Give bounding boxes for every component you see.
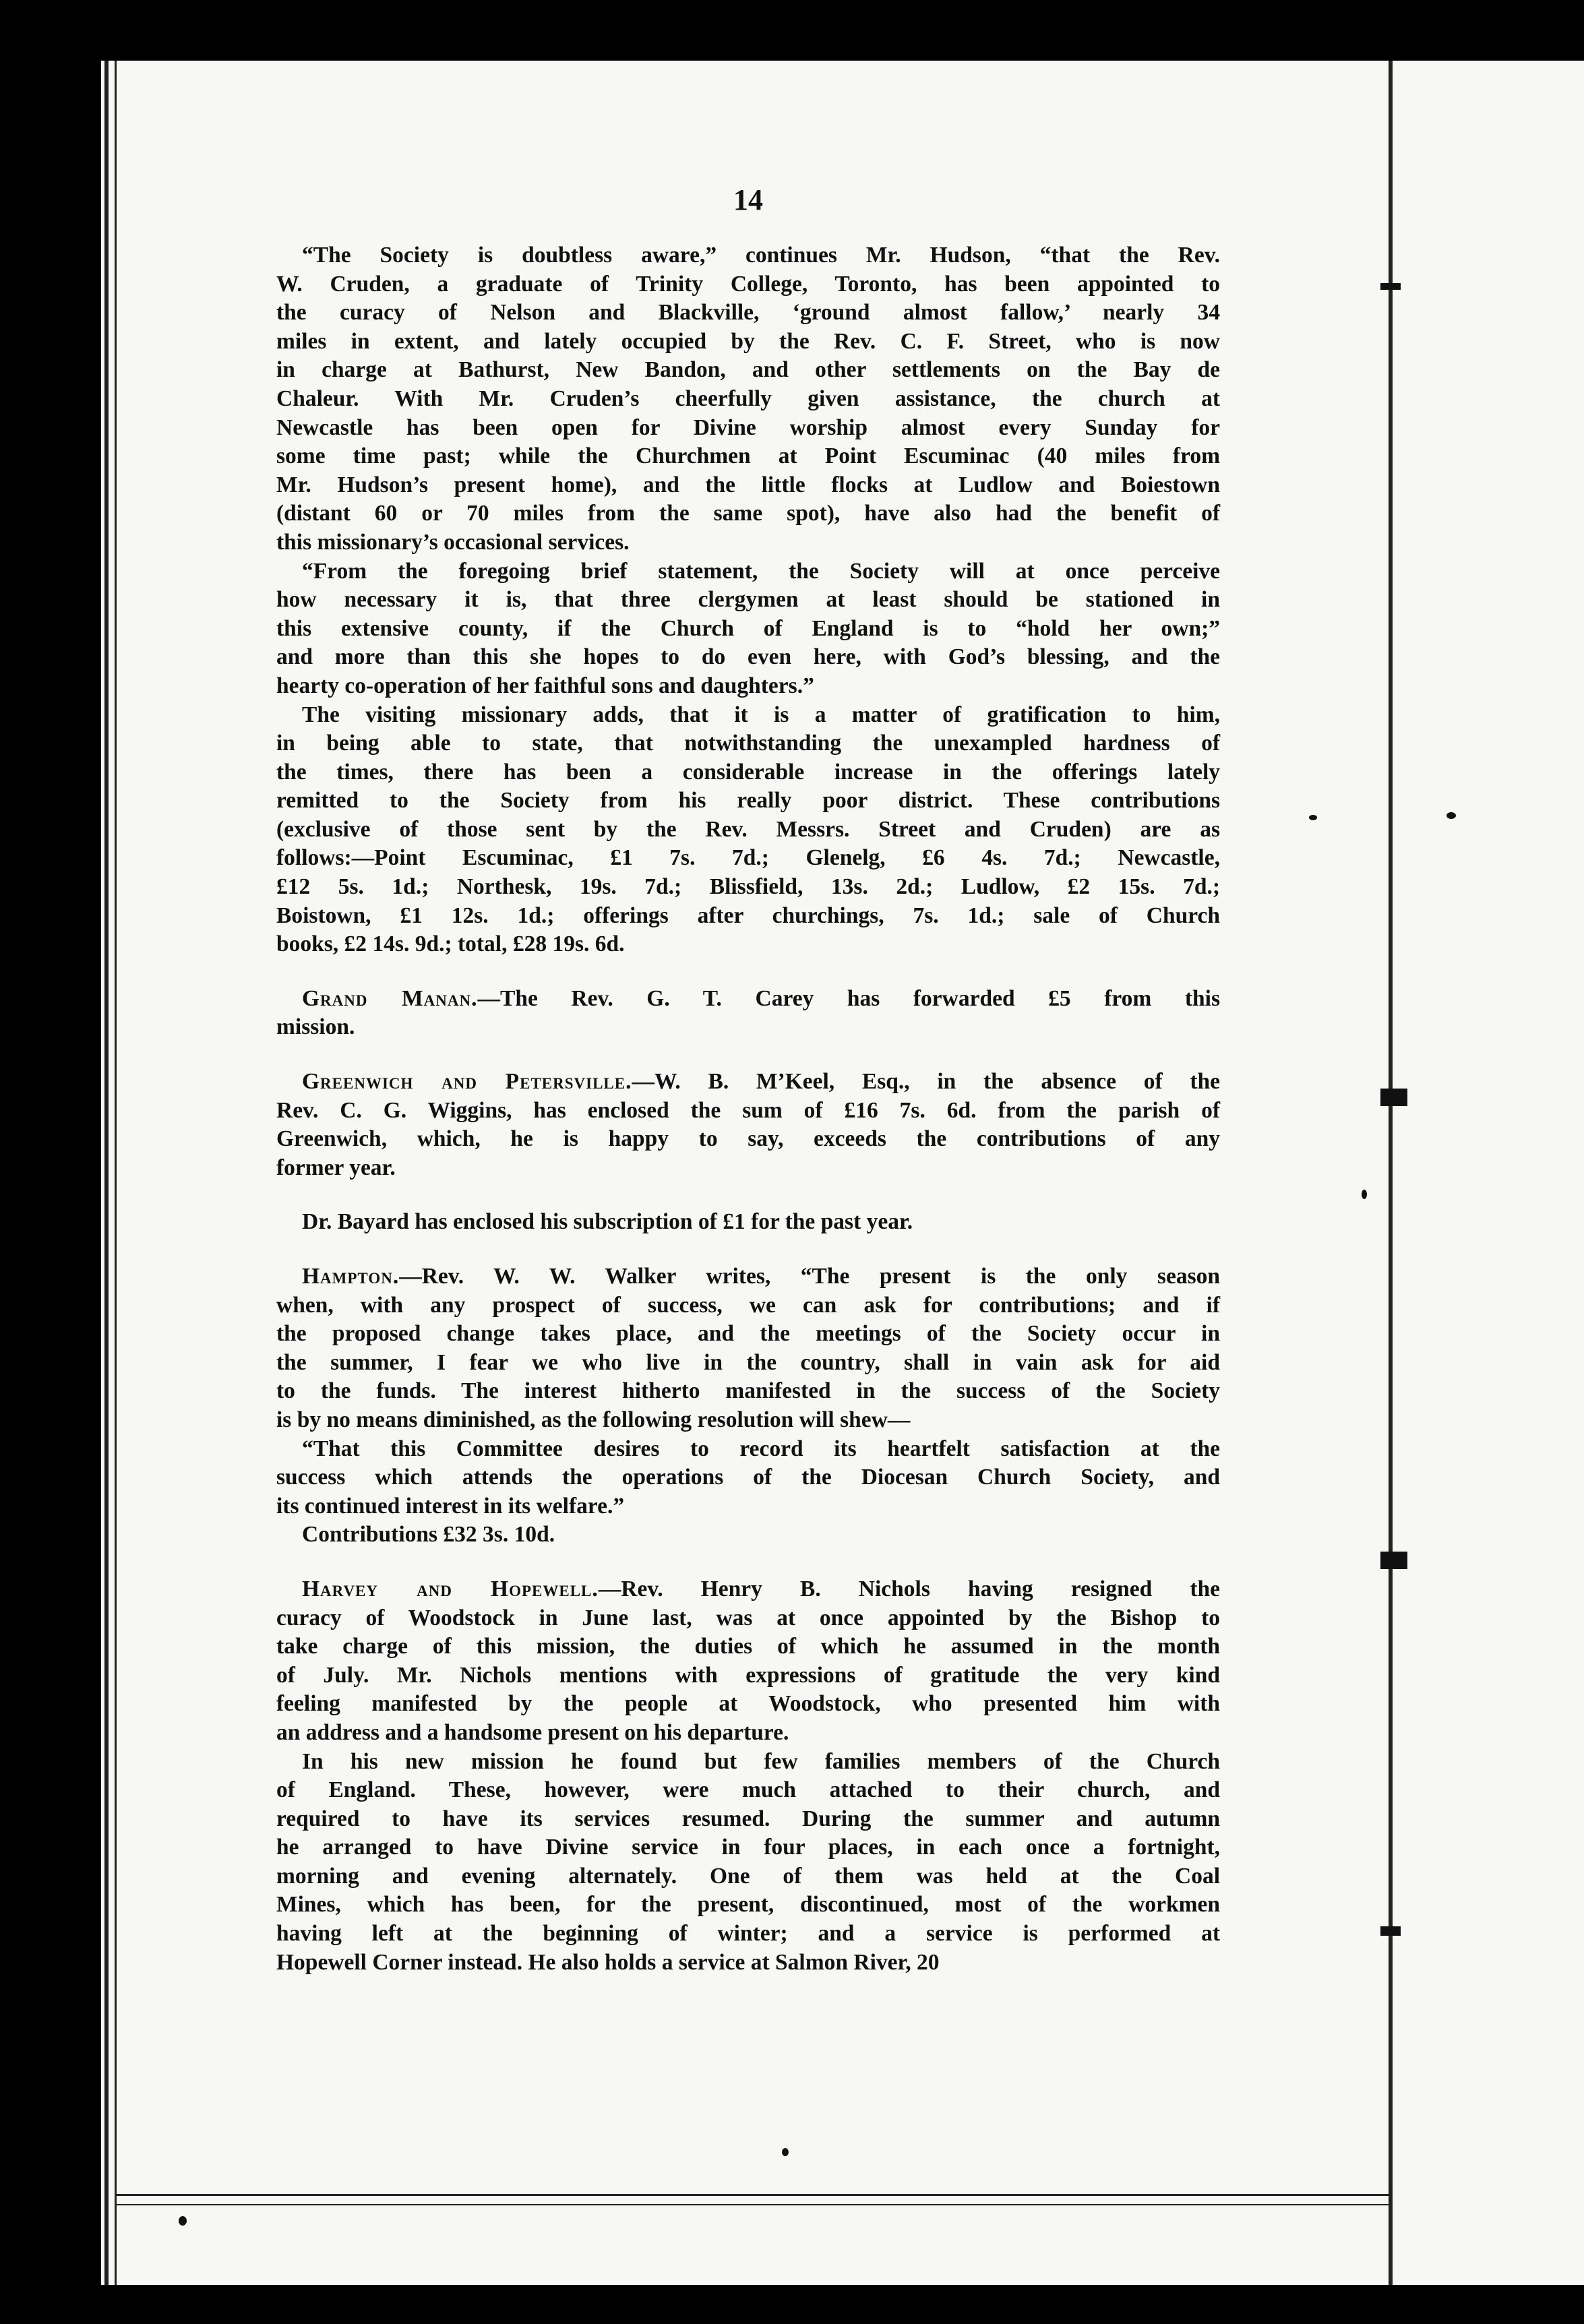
- text-line: [276, 1097, 1220, 1126]
- text-line: [276, 241, 1220, 270]
- line-text: take charge of this mission, the duties of which he assumed in the month: [276, 1634, 1220, 1659]
- section-heading: Greenwich and Petersville.: [302, 1069, 632, 1095]
- text-line: [276, 1208, 1220, 1237]
- section-gap: [276, 1182, 1220, 1208]
- line-text: how necessary it is, that three clergymen at least should be stationed in: [276, 587, 1220, 613]
- line-text: some time past; while the Churchmen at Point Escuminac (40 miles from: [276, 444, 1220, 469]
- ink-speck: [1362, 1190, 1367, 1199]
- text-line: [276, 328, 1220, 357]
- text-line: [276, 902, 1220, 931]
- paragraph: [276, 241, 1220, 557]
- line-text: Rev. C. G. Wiggins, has enclosed the sum of £16 7s. 6d. from the parish of: [276, 1097, 1220, 1123]
- line-text: Contributions £32 3s. 10d.: [302, 1522, 555, 1548]
- text-line: [276, 1862, 1220, 1891]
- text-line: [276, 930, 1220, 959]
- text-line: [276, 1492, 1220, 1521]
- text-line: [276, 557, 1220, 586]
- line-text: “That this Committee desires to record its heartfelt satisfaction at the: [302, 1436, 1220, 1461]
- binding-mark: [1380, 1552, 1407, 1569]
- text-line: [276, 1661, 1220, 1690]
- text-line: [276, 471, 1220, 500]
- ink-speck: [782, 2148, 789, 2156]
- line-text: Chaleur. With Mr. Cruden’s cheerfully given assistance, the church at: [276, 386, 1220, 411]
- document-body: [276, 241, 1220, 1977]
- document-page: [276, 183, 1220, 1977]
- text-line: [276, 1575, 1220, 1604]
- text-line: [276, 499, 1220, 528]
- text-line: [276, 1435, 1220, 1464]
- text-line: [276, 1521, 1220, 1550]
- left-page-border: [104, 61, 109, 2285]
- line-text: the times, there has been a considerable increase in the offerings lately: [276, 759, 1220, 785]
- text-line: [276, 1949, 1220, 1978]
- text-line: [276, 1920, 1220, 1949]
- text-line: [276, 701, 1220, 730]
- ink-speck: [1446, 812, 1456, 819]
- text-line: [276, 1604, 1220, 1633]
- text-line: [276, 729, 1220, 758]
- line-text: “From the foregoing brief statement, the Society will at once perceive: [302, 558, 1220, 584]
- text-line: [276, 1891, 1220, 1920]
- line-text: and more than this she hopes to do even here, with God’s blessing, and the: [276, 644, 1220, 670]
- line-text: required to have its services resumed. During the summer and autumn: [276, 1806, 1220, 1831]
- text-line: [276, 1320, 1220, 1349]
- text-line: [276, 1719, 1220, 1748]
- text-line: [276, 672, 1220, 701]
- line-text: —W. B. M’Keel, Esq., in the absence of the: [632, 1069, 1220, 1095]
- text-line: [276, 299, 1220, 328]
- line-text: Boistown, £1 12s. 1d.; offerings after churchings, 7s. 1d.; sale of Church: [276, 903, 1220, 928]
- text-line: [276, 442, 1220, 471]
- line-text: Greenwich, which, he is happy to say, exceeds the contributions of any: [276, 1126, 1220, 1152]
- line-text: (exclusive of those sent by the Rev. Messrs. Street and Cruden) are as: [276, 816, 1220, 842]
- line-text: of England. These, however, were much attached to their church, and: [276, 1777, 1220, 1803]
- section-gap: [276, 1237, 1220, 1262]
- section-paragraph: [276, 1575, 1220, 1748]
- line-text: “The Society is doubtless aware,” continues Mr. Hudson, “that the Rev.: [302, 243, 1220, 268]
- line-text: Mines, which has been, for the present, discontinued, most of the workmen: [276, 1892, 1220, 1918]
- line-text: Mr. Hudson’s present home), and the little flocks at Ludlow and Boiestown: [276, 472, 1220, 497]
- line-text: morning and evening alternately. One of them was held at the Coal: [276, 1863, 1220, 1889]
- section-gap: [276, 1550, 1220, 1575]
- line-text: In his new mission he found but few families members of the Church: [302, 1748, 1220, 1774]
- line-text: feeling manifested by the people at Woodstock, who presented him with: [276, 1691, 1220, 1717]
- section-heading: Hampton.: [302, 1264, 400, 1289]
- line-text: mission.: [276, 1014, 355, 1040]
- line-text: The visiting missionary adds, that it is a matter of gratification to him,: [302, 702, 1220, 727]
- text-line: [276, 1013, 1220, 1042]
- line-text: —Rev. W. W. Walker writes, “The present is the only season: [399, 1264, 1220, 1289]
- binding-mark: [1380, 1089, 1407, 1106]
- page-number: 14: [733, 183, 763, 216]
- text-line: [276, 586, 1220, 615]
- line-text: the curacy of Nelson and Blackville, ‘ground almost fallow,’ nearly 34: [276, 300, 1220, 326]
- line-text: books, £2 14s. 9d.; total, £28 19s. 6d.: [276, 931, 625, 957]
- section-heading: Harvey and Hopewell.: [302, 1576, 599, 1601]
- text-line: [276, 1125, 1220, 1154]
- line-text: is by no means diminished, as the following resolution will shew—: [276, 1407, 911, 1432]
- line-text: he arranged to have Divine service in four places, in each once a fortnight,: [276, 1835, 1220, 1860]
- line-text: in charge at Bathurst, New Bandon, and other settlements on the Bay de: [276, 357, 1220, 383]
- line-text: Hopewell Corner instead. He also holds a service at Salmon River, 20: [276, 1949, 940, 1975]
- paragraph: [276, 1521, 1220, 1550]
- section-paragraph: [276, 1262, 1220, 1435]
- text-line: [276, 844, 1220, 873]
- text-line: [276, 985, 1220, 1014]
- text-line: [276, 1833, 1220, 1862]
- line-text: this extensive county, if the Church of England is to “hold her own;”: [276, 615, 1220, 641]
- line-text: hearty co-operation of her faithful sons and daughters.”: [276, 673, 814, 698]
- line-text: former year.: [276, 1155, 396, 1180]
- text-line: [276, 270, 1220, 299]
- text-line: [276, 1068, 1220, 1097]
- bottom-page-edge-2: [115, 2204, 1392, 2205]
- section-gap: [276, 959, 1220, 985]
- bottom-page-edge: [115, 2194, 1392, 2196]
- text-line: [276, 1377, 1220, 1406]
- line-text: the summer, I fear we who live in the country, shall in vain ask for aid: [276, 1349, 1220, 1375]
- text-line: [276, 758, 1220, 787]
- line-text: this missionary’s occasional services.: [276, 529, 630, 555]
- binding-mark: [1380, 1926, 1401, 1936]
- text-line: [276, 873, 1220, 902]
- text-line: [276, 1154, 1220, 1183]
- text-line: [276, 1406, 1220, 1435]
- section-paragraph: [276, 985, 1220, 1042]
- text-line: [276, 643, 1220, 672]
- line-text: Newcastle has been open for Divine worship almost every Sunday for: [276, 415, 1220, 440]
- line-text: (distant 60 or 70 miles from the same spot), have also had the benefit of: [276, 501, 1220, 526]
- text-line: [276, 1349, 1220, 1378]
- paragraph: [276, 557, 1220, 701]
- text-line: [276, 615, 1220, 644]
- line-text: its continued interest in its welfare.”: [276, 1493, 625, 1519]
- ink-speck: [1309, 815, 1317, 820]
- paragraph: [276, 1208, 1220, 1237]
- paragraph: [276, 1435, 1220, 1521]
- text-line: [276, 528, 1220, 557]
- line-text: miles in extent, and lately occupied by the Rev. C. F. Street, who is now: [276, 328, 1220, 354]
- line-text: —Rev. Henry B. Nichols having resigned the: [598, 1576, 1220, 1601]
- text-line: [276, 356, 1220, 385]
- line-text: an address and a handsome present on his departure.: [276, 1719, 789, 1745]
- paragraph: [276, 1748, 1220, 1978]
- line-text: in being able to state, that notwithstanding the unexampled hardness of: [276, 731, 1220, 756]
- line-text: to the funds. The interest hitherto manifested in the success of the Society: [276, 1378, 1220, 1404]
- line-text: W. Cruden, a graduate of Trinity College, Toronto, has been appointed to: [276, 271, 1220, 297]
- line-text: remitted to the Society from his really poor district. These contributions: [276, 788, 1220, 814]
- ink-speck: [179, 2216, 187, 2226]
- text-line: [276, 1748, 1220, 1777]
- binding-line: [1389, 61, 1393, 2285]
- text-line: [276, 1463, 1220, 1492]
- section-heading: Grand Manan.: [302, 985, 478, 1011]
- text-line: [276, 1805, 1220, 1834]
- section-paragraph: [276, 1068, 1220, 1182]
- text-line: [276, 787, 1220, 816]
- line-text: Dr. Bayard has enclosed his subscription of £1 for the past year.: [302, 1209, 913, 1235]
- line-text: —The Rev. G. T. Carey has forwarded £5 from this: [477, 985, 1220, 1011]
- line-text: success which attends the operations of the Diocesan Church Society, and: [276, 1465, 1220, 1490]
- text-line: [276, 1690, 1220, 1719]
- section-gap: [276, 1042, 1220, 1068]
- line-text: follows:—Point Escuminac, £1 7s. 7d.; Glenelg, £6 4s. 7d.; Newcastle,: [276, 845, 1220, 871]
- text-line: [276, 1632, 1220, 1661]
- line-text: £12 5s. 1d.; Northesk, 19s. 7d.; Blissfield, 13s. 2d.; Ludlow, £2 15s. 7d.;: [276, 874, 1220, 900]
- line-text: curacy of Woodstock in June last, was at once appointed by the Bishop to: [276, 1605, 1220, 1630]
- line-text: of July. Mr. Nichols mentions with expressions of gratitude the very kind: [276, 1662, 1220, 1688]
- binding-mark: [1380, 283, 1401, 290]
- line-text: having left at the beginning of winter; and a service is performed at: [276, 1921, 1220, 1947]
- text-line: [276, 1262, 1220, 1291]
- left-page-border-inner: [115, 61, 117, 2285]
- text-line: [276, 414, 1220, 443]
- text-line: [276, 385, 1220, 414]
- line-text: the proposed change takes place, and the meetings of the Society occur in: [276, 1321, 1220, 1347]
- text-line: [276, 1776, 1220, 1805]
- text-line: [276, 816, 1220, 845]
- paragraph: [276, 701, 1220, 959]
- line-text: when, with any prospect of success, we can ask for contributions; and if: [276, 1292, 1220, 1318]
- text-line: [276, 1291, 1220, 1320]
